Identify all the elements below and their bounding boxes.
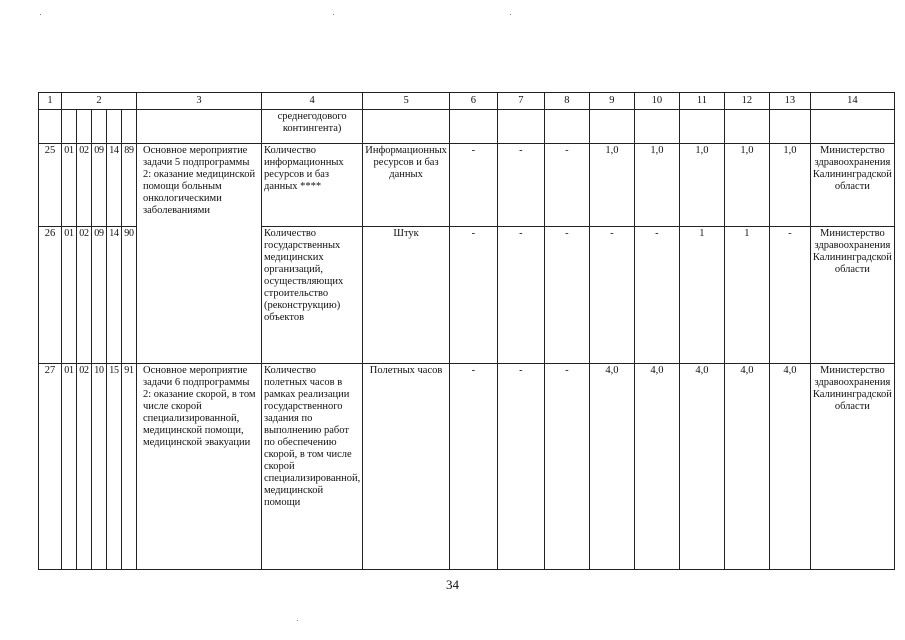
value-cell: - [769, 227, 810, 364]
code-cell: 89 [122, 144, 137, 227]
table-row [39, 144, 895, 227]
unit-cell: Полетных часов [363, 364, 450, 570]
row-number: 25 [39, 144, 62, 227]
value-cell: 4,0 [724, 364, 769, 570]
unit-cell: Штук [363, 227, 450, 364]
executor-cell: Министерство здравоохранения Калининградской области [810, 227, 894, 364]
scan-speck [297, 620, 298, 621]
code-cell: 02 [77, 227, 92, 364]
executor-cell: Министерство здравоохранения Калининградской области [810, 364, 894, 570]
executor-cell: Министерство здравоохранения Калининградской области [810, 144, 894, 227]
column-number-row [39, 93, 895, 110]
header-cell: 1 [39, 93, 62, 110]
code-cell: 01 [62, 227, 77, 364]
header-cell: 7 [497, 93, 544, 110]
code-cell: 90 [122, 227, 137, 364]
row-number: 26 [39, 227, 62, 364]
header-cell: 6 [449, 93, 497, 110]
value-cell: - [497, 364, 544, 570]
value-cell: - [544, 227, 589, 364]
value-cell: - [449, 227, 497, 364]
value-cell: 1,0 [724, 144, 769, 227]
value-cell: 4,0 [769, 364, 810, 570]
header-cell: 11 [679, 93, 724, 110]
header-cell: 4 [262, 93, 363, 110]
value-cell: - [544, 144, 589, 227]
header-cell: 9 [589, 93, 634, 110]
value-cell: - [449, 144, 497, 227]
code-cell: 14 [107, 144, 122, 227]
activity-cell: Основное мероприятие задачи 5 подпрограммы 2: оказание медицинской помощи больным онкологическими заболеваниями [137, 144, 262, 364]
value-cell: 1,0 [679, 144, 724, 227]
code-cell: 91 [122, 364, 137, 570]
indicator-cell: Количество информационных ресурсов и баз данных **** [262, 144, 363, 227]
code-cell: 01 [62, 364, 77, 570]
value-cell: 4,0 [634, 364, 679, 570]
value-cell: 1,0 [769, 144, 810, 227]
indicator-cell: среднегодового контингента) [262, 110, 363, 144]
code-cell: 09 [92, 144, 107, 227]
indicator-cell: Количество полетных часов в рамках реализации государственного задания по выполнению работ по обеспечению скорой, в том числе скорой специализированной, медицинской помощи [262, 364, 363, 570]
table-row [39, 364, 895, 570]
header-cell: 5 [363, 93, 450, 110]
header-cell: 13 [769, 93, 810, 110]
code-cell: 14 [107, 227, 122, 364]
value-cell: 4,0 [589, 364, 634, 570]
header-cell: 8 [544, 93, 589, 110]
code-cell: 02 [77, 364, 92, 570]
unit-cell: Информационных ресурсов и баз данных [363, 144, 450, 227]
header-cell: 14 [810, 93, 894, 110]
value-cell: - [497, 144, 544, 227]
value-cell: 4,0 [679, 364, 724, 570]
row-number: 27 [39, 364, 62, 570]
code-cell: 10 [92, 364, 107, 570]
value-cell: - [589, 227, 634, 364]
value-cell: 1,0 [589, 144, 634, 227]
header-cell: 2 [62, 93, 137, 110]
indicator-cell: Количество государственных медицинских организаций, осуществляющих строительство (реконструкцию) объектов [262, 227, 363, 364]
header-cell: 12 [724, 93, 769, 110]
code-cell: 09 [92, 227, 107, 364]
code-cell: 02 [77, 144, 92, 227]
header-cell: 10 [634, 93, 679, 110]
code-cell: 01 [62, 144, 77, 227]
scan-speck [40, 14, 41, 15]
scan-speck [333, 14, 334, 15]
header-cell: 3 [137, 93, 262, 110]
code-cell: 15 [107, 364, 122, 570]
value-cell: 1 [724, 227, 769, 364]
activity-cell: Основное мероприятие задачи 6 подпрограммы 2: оказание скорой, в том числе скорой специализированной, медицинской помощи, медицинской эвакуации [137, 364, 262, 570]
scan-speck [510, 14, 511, 15]
value-cell: 1,0 [634, 144, 679, 227]
continuation-row [39, 110, 895, 144]
value-cell: 1 [679, 227, 724, 364]
page-number: 34 [446, 577, 459, 592]
value-cell: - [497, 227, 544, 364]
value-cell: - [544, 364, 589, 570]
value-cell: - [634, 227, 679, 364]
indicators-table [38, 92, 895, 570]
value-cell: - [449, 364, 497, 570]
